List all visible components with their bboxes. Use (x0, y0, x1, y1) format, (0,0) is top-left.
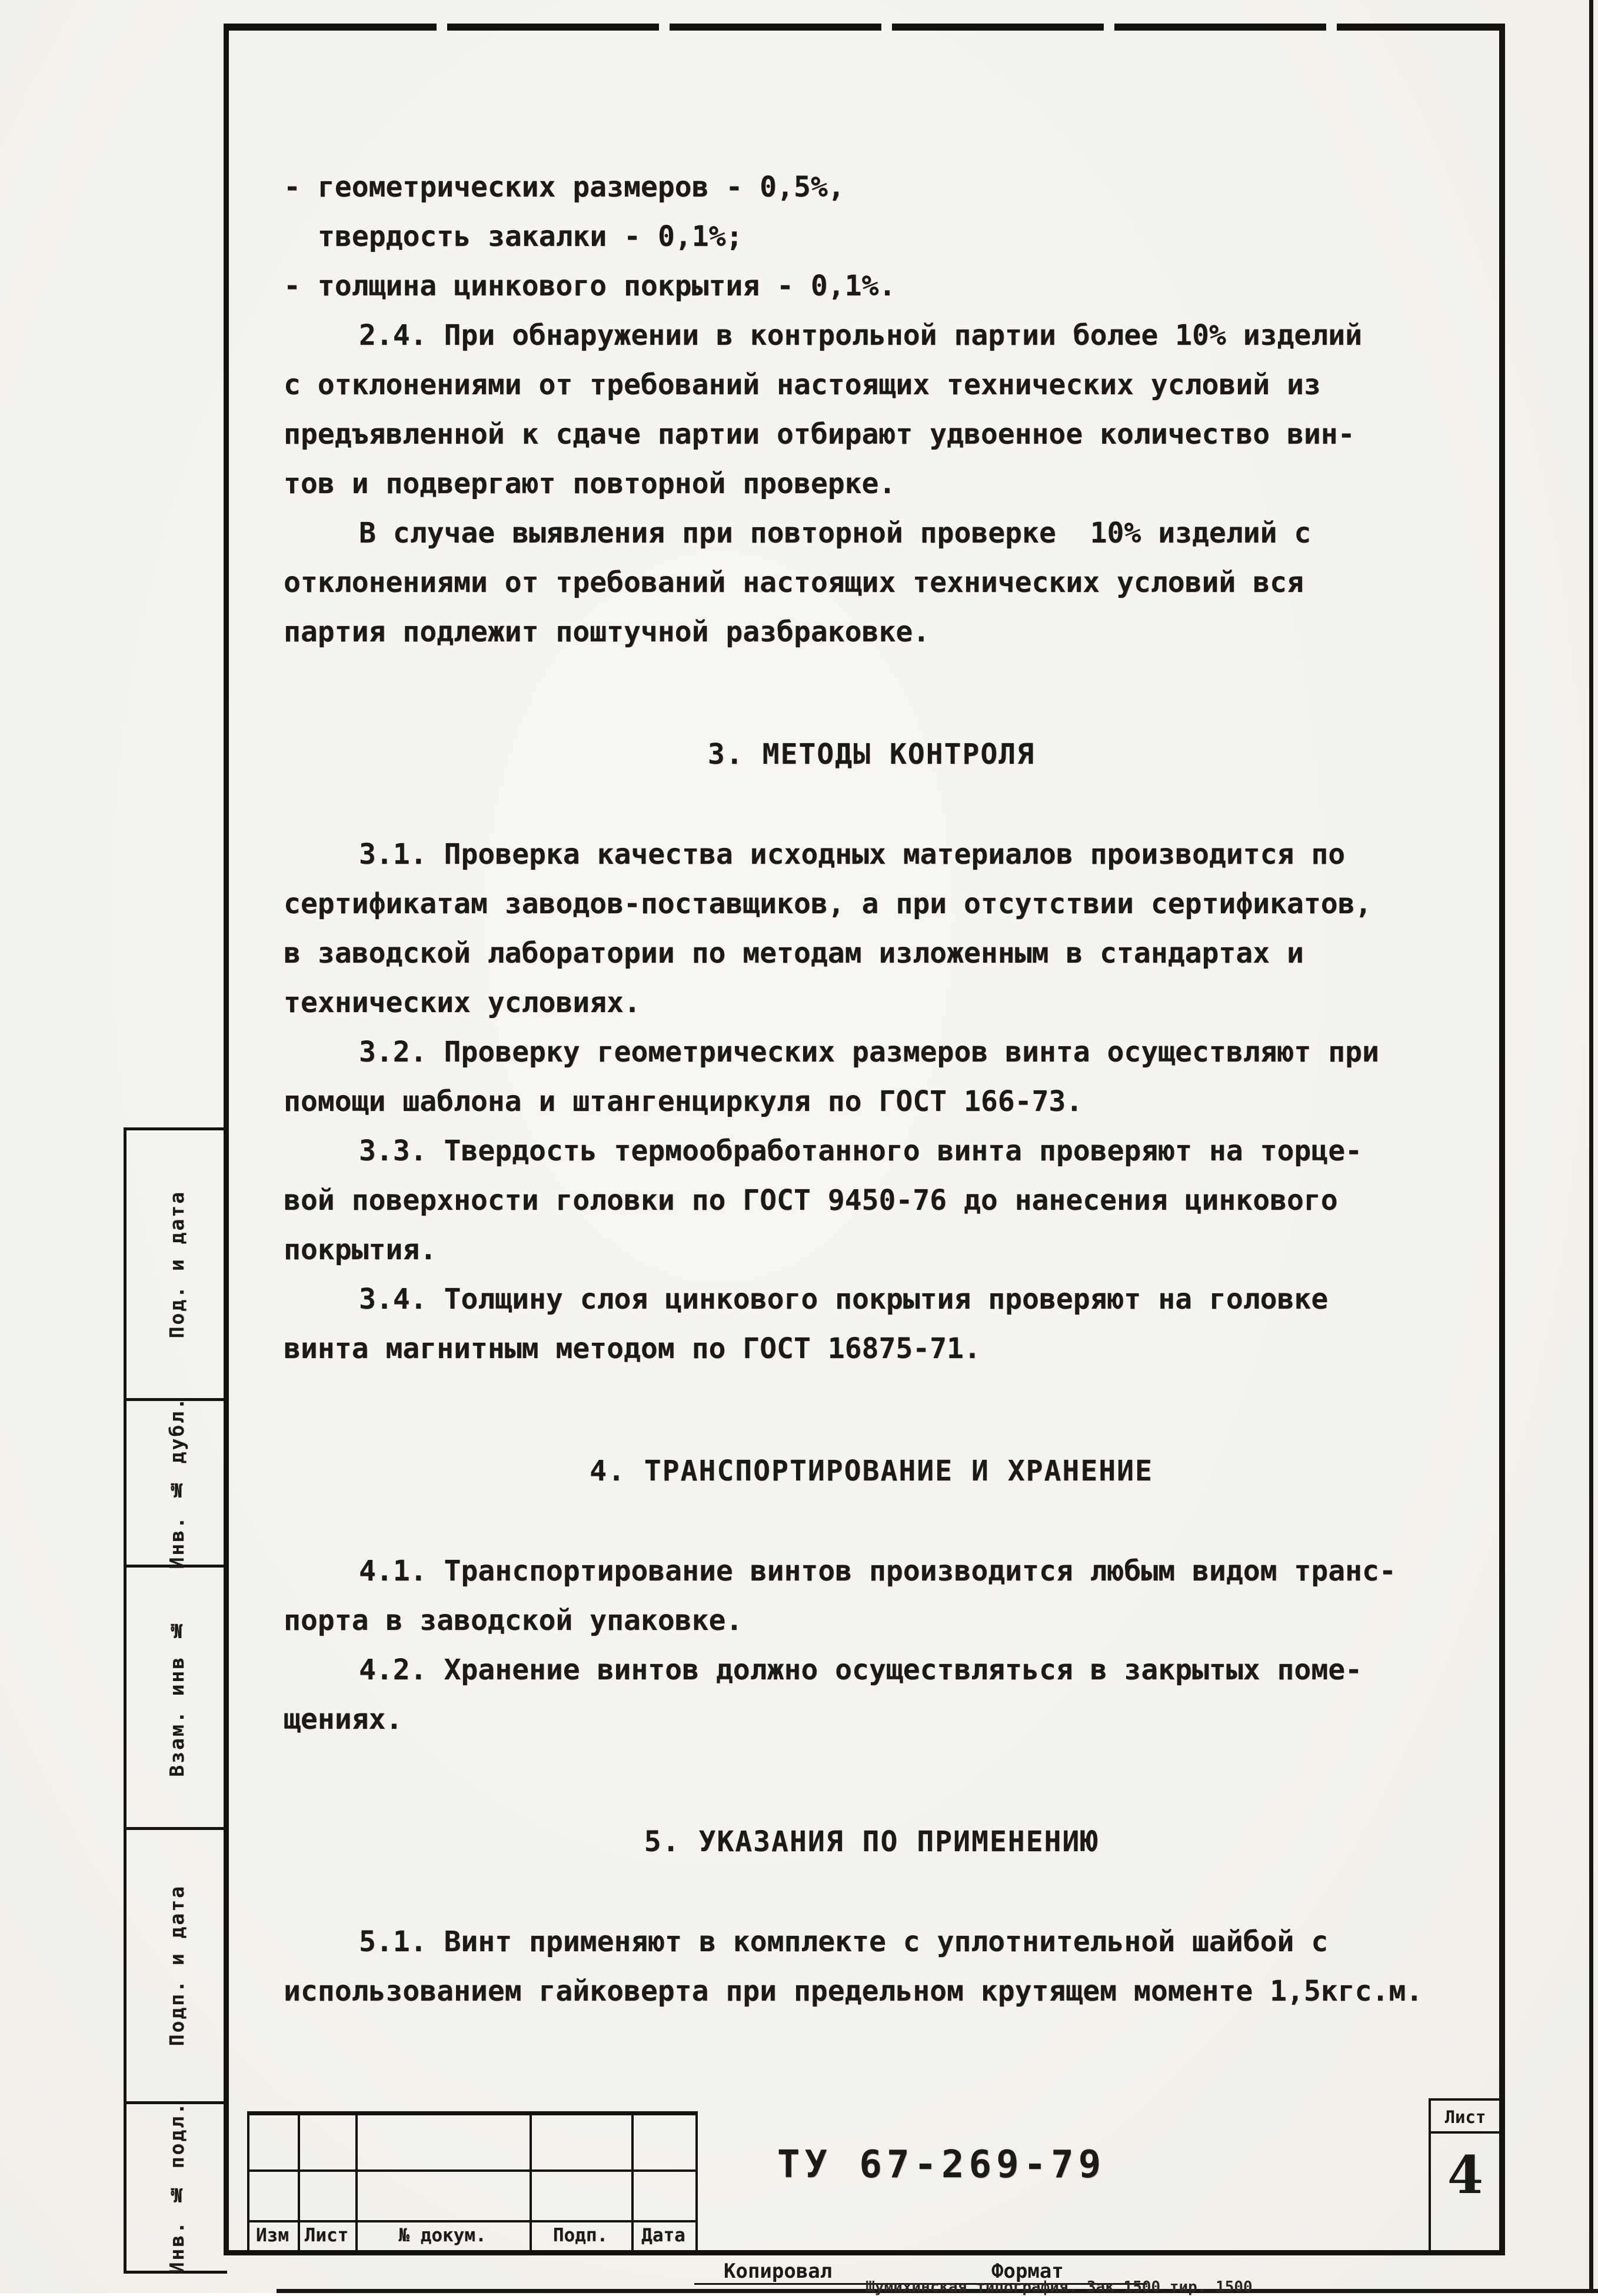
text-line: В случае выявления при повторной проверке 10% изделий с (359, 517, 1311, 550)
text-line: - толщина цинкового покрытия - 0,1%. (284, 269, 896, 302)
text-line: партия подлежит поштучной разбраковке. (284, 615, 930, 648)
format-label: Формат (991, 2260, 1064, 2283)
revision-column-label: № докум. (398, 2225, 487, 2246)
text-line: отклонениями от требований настоящих технических условий вся (284, 566, 1304, 599)
left-margin-column (124, 1127, 227, 2274)
text-line: 3.3. Твердость термообработанного винта проверяют на торце- (359, 1134, 1363, 1167)
margin-section (126, 1130, 227, 1401)
text-line: 3.2. Проверку геометрических размеров винта осуществляют при (359, 1036, 1379, 1069)
margin-label-text: Под. и дата (165, 1190, 188, 1339)
scan-edge-right (1589, 0, 1593, 2293)
text-line: использованием гайковерта при предельном крутящем моменте 1,5кгс.м. (284, 1975, 1423, 2008)
revision-column-label: Изм (256, 2225, 289, 2246)
margin-label-text: Инв. № дубл. (165, 1396, 188, 1569)
print-shop-line: Шумихинская типография. Зак 1500 тир. 1500 (865, 2278, 1253, 2296)
text-line: - геометрических размеров - 0,5%, (284, 171, 845, 204)
frame-right-border (1499, 24, 1505, 2255)
revision-column-label: Лист (304, 2225, 349, 2246)
text-line: 5.1. Винт применяют в комплекте с уплотнительной шайбой с (359, 1925, 1329, 1958)
sheet-label: Лист (1431, 2101, 1500, 2134)
grid-line (695, 2115, 698, 2252)
revision-column-label: Подп. (552, 2225, 608, 2246)
revision-column-label: Дата (641, 2225, 685, 2246)
margin-section (126, 1830, 227, 2104)
text-line: винта магнитным методом по ГОСТ 16875-71. (284, 1332, 981, 1365)
margin-section (126, 1396, 227, 1569)
margin-label-text: Взам. инв № (165, 1618, 188, 1777)
document-number: ТУ 67-269-79 (777, 2143, 1106, 2187)
frame-top-border (225, 24, 1505, 31)
section-heading: 3. МЕТОДЫ КОНТРОЛЯ (707, 738, 1036, 771)
sheet-number: 4 (1447, 2144, 1484, 2205)
margin-label-text: Инв. № подл. (165, 2101, 188, 2274)
text-line: предъявленной к сдаче партии отбирают удвоенное количество вин- (284, 418, 1355, 451)
text-line: с отклонениями от требований настоящих технических условий из (284, 368, 1321, 401)
text-line: покрытия. (284, 1233, 437, 1266)
text-line: 3.1. Проверка качества исходных материалов производится по (359, 838, 1346, 871)
sheet-number-box (1429, 2098, 1500, 2250)
text-line: 4.2. Хранение винтов должно осуществляться в закрытых поме- (359, 1653, 1363, 1686)
text-line: тов и подвергают повторной проверке. (284, 467, 896, 500)
grid-line (247, 2169, 698, 2172)
text-line: в заводской лаборатории по методам изложенным в стандартах и (284, 937, 1304, 970)
text-line: 3.4. Толщину слоя цинкового покрытия проверяют на головке (359, 1283, 1329, 1316)
text-line: технических условиях. (284, 986, 641, 1019)
margin-label-text: Подп. и дата (165, 1885, 188, 2047)
copied-by-label: Копировал (724, 2260, 833, 2283)
section-heading: 5. УКАЗАНИЯ ПО ПРИМЕНЕНИЮ (644, 1825, 1099, 1858)
text-line: сертификатам заводов-поставщиков, а при отсутствии сертификатов, (284, 887, 1372, 920)
text-line: 2.4. При обнаружении в контрольной партии более 10% изделий (359, 319, 1363, 352)
text-line: вой поверхности головки по ГОСТ 9450-76 до нанесения цинкового (284, 1184, 1338, 1217)
text-line: порта в заводской упаковке. (284, 1604, 743, 1637)
text-line: 4.1. Транспортирование винтов производится любым видом транс- (359, 1555, 1396, 1588)
revision-table (247, 2111, 698, 2252)
section-heading: 4. ТРАНСПОРТИРОВАНИЕ И ХРАНЕНИЕ (590, 1455, 1153, 1488)
document-text (284, 162, 1459, 2016)
margin-section (126, 2101, 227, 2274)
text-line: щениях. (284, 1703, 403, 1736)
text-line: твердость закалки - 0,1%; (318, 220, 743, 253)
text-line: помощи шаблона и штангенциркуля по ГОСТ 166-73. (284, 1085, 1083, 1118)
margin-section (126, 1568, 227, 1830)
